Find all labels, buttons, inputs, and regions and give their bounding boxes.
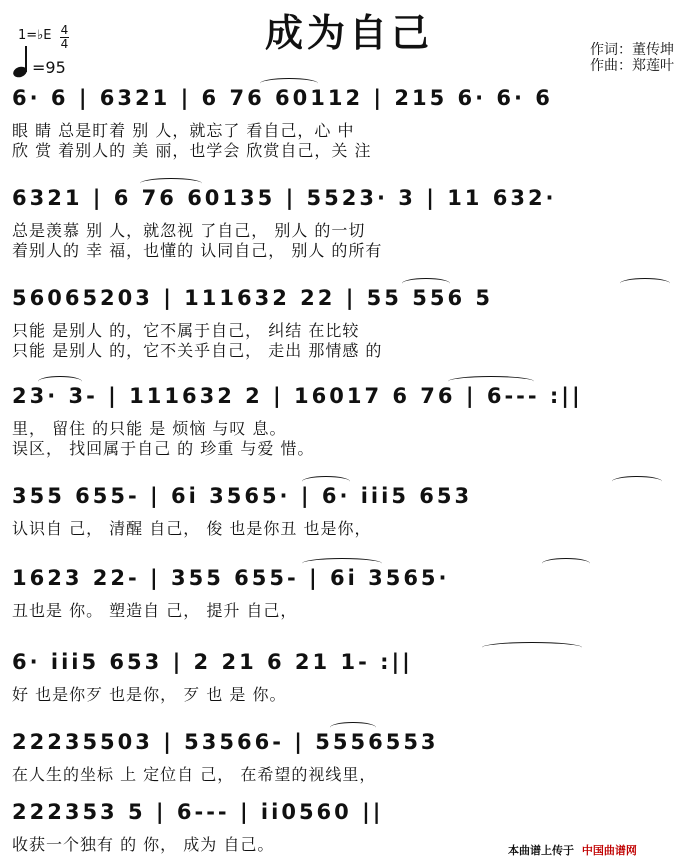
notes-line: 22235503 | 53566- | 5556553	[12, 730, 439, 754]
lyric-line-2: 误区， 找回属于自己 的 珍重 与爱 惜。	[12, 439, 315, 458]
tempo-marking: =95	[32, 58, 66, 77]
footer	[508, 842, 637, 858]
lyric-line-1: 眼 睛 总是盯着 别 人，就忘了 看自己，心 中	[12, 121, 355, 140]
notes-line: 6· 6 | 6321 | 6 76 60112 | 215 6· 6· 6	[12, 86, 553, 110]
footer-text: 本曲谱上传于	[508, 844, 574, 857]
lyric-line-1: 收获一个独有 的 你， 成为 自己。	[12, 835, 275, 854]
song-title: 成为自己	[264, 11, 433, 55]
lyric-line-2: 只能 是别人 的，它不关乎自己， 走出 那情感 的	[12, 341, 383, 360]
notes-line: 23· 3- | 111632 2 | 16017 6 76 | 6--- :||	[12, 384, 583, 408]
lyric-line-1: 好 也是你歹 也是你， 歹 也 是 你。	[12, 685, 287, 704]
time-signature-bottom: 4	[60, 37, 69, 51]
slur	[330, 722, 376, 733]
notes-line: 222353 5 | 6--- | ii0560 ||	[12, 800, 384, 824]
notes-line: 1623 22- | 355 655- | 6i 3565·	[12, 566, 450, 590]
time-signature-top: 4	[60, 23, 69, 37]
slur	[620, 278, 670, 289]
notes-line: 56065203 | 111632 22 | 55 556 5	[12, 286, 493, 310]
slur	[260, 78, 318, 89]
slur	[302, 476, 350, 487]
slur	[302, 558, 382, 569]
lyric-line-2: 着别人的 幸 福，也懂的 认同自己， 别人 的所有	[12, 241, 383, 260]
slur	[402, 278, 450, 289]
slur	[612, 476, 662, 487]
lyric-line-1: 里， 留住 的只能 是 烦恼 与叹 息。	[12, 419, 287, 438]
lyric-line-1: 丑也是 你。 塑造自 己， 提升 自己，	[12, 601, 298, 620]
slur	[38, 376, 82, 387]
lyric-line-1: 只能 是别人 的，它不属于自己， 纠结 在比较	[12, 321, 360, 340]
key-signature: 1=♭E	[18, 28, 52, 43]
lyric-line-2: 欣 赏 着别人的 美 丽，也学会 欣赏自己，关 注	[12, 141, 372, 160]
slur	[542, 558, 590, 569]
time-signature	[60, 24, 69, 51]
slur	[140, 178, 202, 189]
notes-line: 355 655- | 6i 3565· | 6· iii5 653	[12, 484, 473, 508]
lyric-line-1: 在人生的坐标 上 定位自 己， 在希望的视线里，	[12, 765, 377, 784]
composer-credit: 作曲：郑莲叶	[590, 58, 674, 74]
lyricist-credit: 作词：董传坤	[590, 42, 674, 58]
notes-line: 6321 | 6 76 60135 | 5523· 3 | 11 632·	[12, 186, 557, 210]
lyric-line-1: 认识自 己， 清醒 自己， 俊 也是你丑 也是你，	[12, 519, 372, 538]
slur	[448, 376, 534, 387]
credits	[590, 42, 674, 74]
footer-site-link[interactable]: 中国曲谱网	[581, 844, 637, 857]
lyric-line-1: 总是羡慕 别 人，就忽视 了自己， 别人 的一切	[12, 221, 366, 240]
notes-line: 6· iii5 653 | 2 21 6 21 1- :||	[12, 650, 413, 674]
slur	[482, 642, 582, 653]
